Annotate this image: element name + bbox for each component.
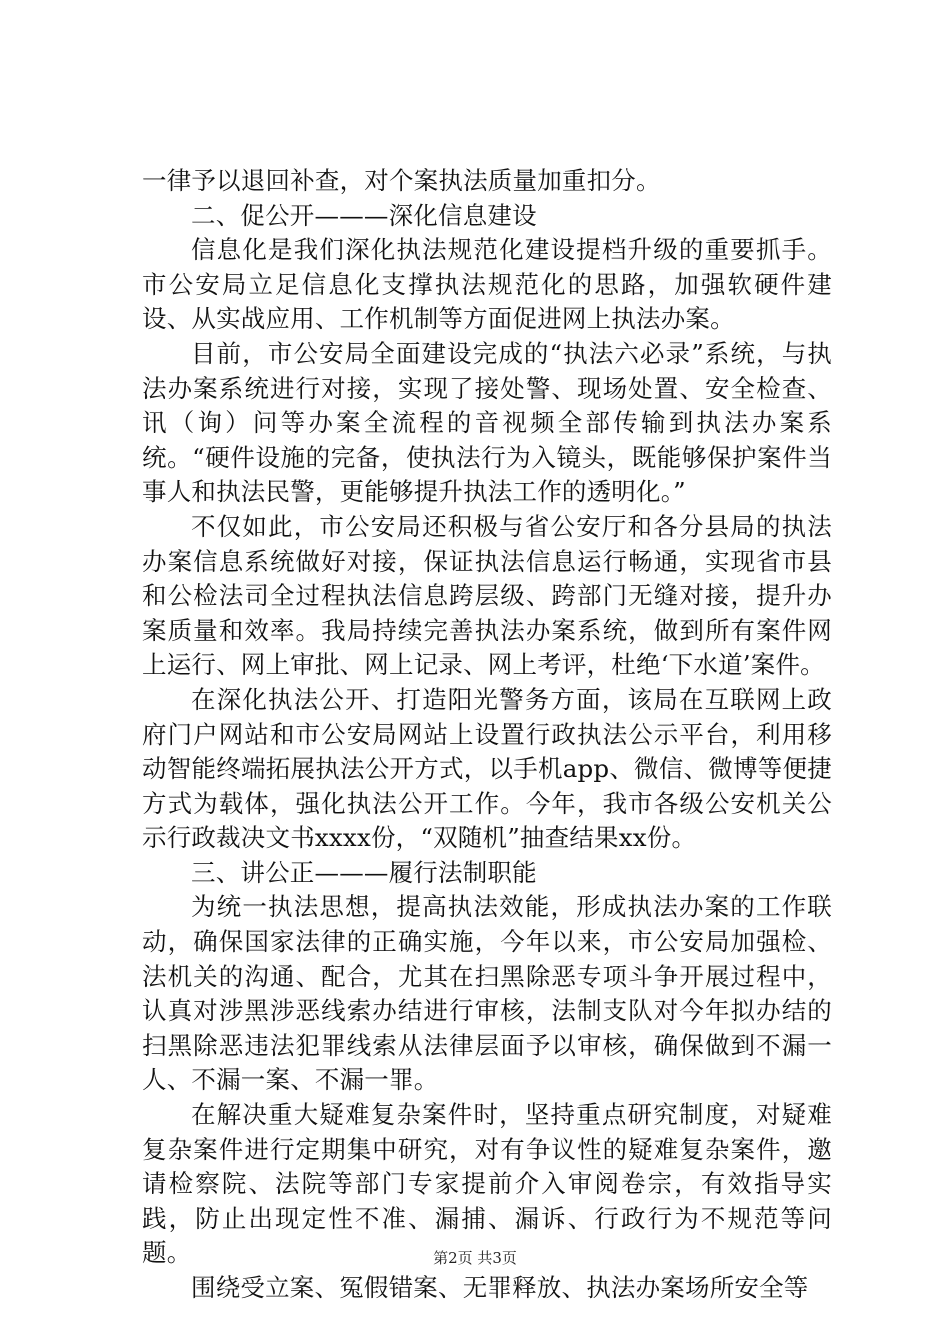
paragraph-8: 为统一执法思想，提高执法效能，形成执法办案的工作联动，确保国家法律的正确实施，今年以来，市公安局加强检、法机关的沟通、配合，尤其在扫黑除恶专项斗争开展过程中，认真对涉黑涉恶线索办结进行审核，法制支队对今年拟办结的扫黑除恶违法犯罪线索从法律层面予以审核，确保做到不漏一人、不漏一案、不漏一罪。 — [142, 892, 832, 1095]
page-footer: 第2页 共3页 — [433, 1249, 517, 1267]
paragraph-9: 在解决重大疑难复杂案件时，坚持重点研究制度，对疑难复杂案件进行定期集中研究，对有争议性的疑难复杂案件，邀请检察院、法院等部门专家提前介入审阅卷宗，有效指导实践，防止出现定性不准、漏捕、漏诉、行政行为不规范等问题。 — [142, 1100, 832, 1268]
document-body — [142, 164, 832, 1306]
paragraph-6: 在深化执法公开、打造阳光警务方面，该局在互联网上政府门户网站和市公安局网站上设置行政执法公示平台，利用移动智能终端拓展执法公开方式，以手机app、微信、微博等便捷方式为载体，强化执法公开工作。今年，我市各级公安机关公示行政裁决文书xxxx份，“双随机”抽查结果xx份。 — [142, 684, 832, 853]
paragraph-4: 目前，市公安局全面建设完成的“执法六必录”系统，与执法办案系统进行对接，实现了接处警、现场处置、安全检查、讯（询）问等办案全流程的音视频全部传输到执法办案系统。“硬件设施的完备，使执法行为入镜头，既能够保护案件当事人和执法民警，更能够提升执法工作的透明化。” — [142, 338, 832, 507]
paragraph-1: 一律予以退回补查，对个案执法质量加重扣分。 — [142, 166, 661, 195]
paragraph-5: 不仅如此，市公安局还积极与省公安厅和各分县局的执法办案信息系统做好对接，保证执法信息运行畅通，实现省市县和公检法司全过程执法信息跨层级、跨部门无缝对接，提升办案质量和效率。我局持续完善执法办案系统，做到所有案件网上运行、网上审批、网上记录、网上考评，杜绝‘下水道’案件。 — [142, 511, 832, 680]
paragraph-10: 围绕受立案、冤假错案、无罪释放、执法办案场所安全等 — [191, 1273, 809, 1302]
section-heading-3: 三、讲公正———履行法制职能 — [191, 857, 537, 887]
section-heading-2: 二、促公开———深化信息建设 — [191, 200, 537, 230]
paragraph-3: 信息化是我们深化执法规范化建设提档升级的重要抓手。市公安局立足信息化支撑执法规范化的思路，加强软硬件建设、从实战应用、工作机制等方面促进网上执法办案。 — [142, 235, 832, 334]
